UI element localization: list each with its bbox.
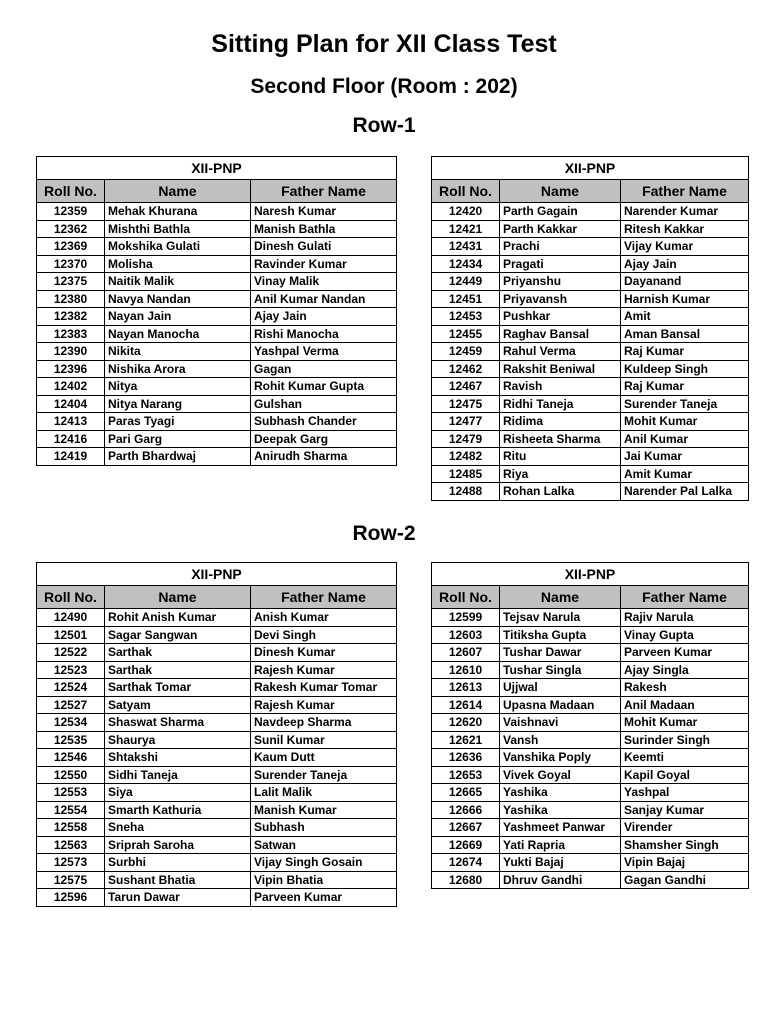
father-name-cell: Sanjay Kumar — [621, 801, 749, 819]
table-row — [432, 749, 749, 767]
father-name-cell: Aman Bansal — [621, 325, 749, 343]
roll-no-cell: 12680 — [432, 871, 500, 889]
table-row — [37, 220, 397, 238]
father-name-cell: Parveen Kumar — [251, 889, 397, 907]
roll-no-cell: 12501 — [37, 626, 105, 644]
roll-no-cell: 12382 — [37, 308, 105, 326]
roll-no-cell: 12614 — [432, 696, 500, 714]
student-name-cell: Rohit Anish Kumar — [105, 609, 251, 627]
table-row — [432, 290, 749, 308]
student-name-cell: Nikita — [105, 343, 251, 361]
student-name-cell: Priyavansh — [500, 290, 621, 308]
table-row — [37, 308, 397, 326]
roll-no-header: Roll No. — [432, 586, 500, 609]
page-subtitle: Second Floor (Room : 202) — [250, 75, 518, 98]
father-name-cell: Vipin Bajaj — [621, 854, 749, 872]
student-name-cell: Parth Bhardwaj — [105, 448, 251, 466]
father-name-cell: Keemti — [621, 749, 749, 767]
table-row — [432, 819, 749, 837]
student-name-cell: Paras Tyagi — [105, 413, 251, 431]
father-name-cell: Amit — [621, 308, 749, 326]
father-name-cell: Navdeep Sharma — [251, 714, 397, 732]
father-name-cell: Dinesh Gulati — [251, 238, 397, 256]
section-heading-row-2: Row-2 — [352, 522, 416, 545]
father-name-header: Father Name — [251, 180, 397, 203]
roll-no-cell: 12636 — [432, 749, 500, 767]
roll-no-cell: 12558 — [37, 819, 105, 837]
father-name-cell: Rohit Kumar Gupta — [251, 378, 397, 396]
father-name-cell: Anish Kumar — [251, 609, 397, 627]
table-row — [37, 325, 397, 343]
student-name-cell: Mehak Khurana — [105, 203, 251, 221]
table-row — [37, 766, 397, 784]
roll-no-cell: 12375 — [37, 273, 105, 291]
column-header-row — [432, 586, 749, 609]
table-row — [37, 854, 397, 872]
table-row — [432, 343, 749, 361]
student-name-cell: Yashmeet Panwar — [500, 819, 621, 837]
father-name-cell: Deepak Garg — [251, 430, 397, 448]
father-name-cell: Vijay Kumar — [621, 238, 749, 256]
father-name-cell: Manish Bathla — [251, 220, 397, 238]
student-name-cell: Tarun Dawar — [105, 889, 251, 907]
roll-no-cell: 12607 — [432, 644, 500, 662]
roll-no-cell: 12475 — [432, 395, 500, 413]
table-row — [37, 679, 397, 697]
roll-no-cell: 12610 — [432, 661, 500, 679]
roll-no-cell: 12603 — [432, 626, 500, 644]
father-name-cell: Mohit Kumar — [621, 413, 749, 431]
student-name-cell: Pushkar — [500, 308, 621, 326]
roll-no-cell: 12563 — [37, 836, 105, 854]
roll-no-cell: 12431 — [432, 238, 500, 256]
table-row — [37, 290, 397, 308]
table-row — [37, 448, 397, 466]
table-row — [432, 308, 749, 326]
student-name-cell: Rahul Verma — [500, 343, 621, 361]
student-name-cell: Nayan Jain — [105, 308, 251, 326]
roll-no-cell: 12362 — [37, 220, 105, 238]
student-name-cell: Riya — [500, 465, 621, 483]
table-row — [432, 871, 749, 889]
table-row — [432, 784, 749, 802]
father-name-cell: Kuldeep Singh — [621, 360, 749, 378]
father-name-cell: Vinay Gupta — [621, 626, 749, 644]
table-row — [432, 413, 749, 431]
student-name-cell: Mokshika Gulati — [105, 238, 251, 256]
table-row — [37, 430, 397, 448]
roll-no-cell: 12396 — [37, 360, 105, 378]
father-name-cell: Raj Kumar — [621, 343, 749, 361]
table-row — [432, 220, 749, 238]
father-name-cell: Vinay Malik — [251, 273, 397, 291]
father-name-cell: Ritesh Kakkar — [621, 220, 749, 238]
father-name-header: Father Name — [251, 586, 397, 609]
student-name-cell: Vansh — [500, 731, 621, 749]
table-row — [432, 395, 749, 413]
roll-no-cell: 12596 — [37, 889, 105, 907]
roll-no-cell: 12669 — [432, 836, 500, 854]
father-name-cell: Parveen Kumar — [621, 644, 749, 662]
student-name-cell: Tushar Singla — [500, 661, 621, 679]
father-name-cell: Rajesh Kumar — [251, 661, 397, 679]
roll-no-cell: 12666 — [432, 801, 500, 819]
table-row — [37, 609, 397, 627]
father-name-cell: Gulshan — [251, 395, 397, 413]
student-name-cell: Siya — [105, 784, 251, 802]
student-name-cell: Rakshit Beniwal — [500, 360, 621, 378]
father-name-cell: Kaum Dutt — [251, 749, 397, 767]
table-row — [432, 644, 749, 662]
father-name-cell: Kapil Goyal — [621, 766, 749, 784]
roll-no-cell: 12402 — [37, 378, 105, 396]
roll-no-cell: 12535 — [37, 731, 105, 749]
student-name-cell: Sidhi Taneja — [105, 766, 251, 784]
roll-no-cell: 12383 — [37, 325, 105, 343]
student-name-cell: Parth Gagain — [500, 203, 621, 221]
student-name-cell: Ujjwal — [500, 679, 621, 697]
roll-no-cell: 12420 — [432, 203, 500, 221]
roll-no-cell: 12369 — [37, 238, 105, 256]
table-row — [432, 238, 749, 256]
roll-no-cell: 12490 — [37, 609, 105, 627]
table-row — [37, 889, 397, 907]
father-name-header: Father Name — [621, 180, 749, 203]
father-name-cell: Ajay Jain — [251, 308, 397, 326]
father-name-cell: Rishi Manocha — [251, 325, 397, 343]
father-name-cell: Shamsher Singh — [621, 836, 749, 854]
table-row — [432, 731, 749, 749]
student-name-cell: Surbhi — [105, 854, 251, 872]
father-name-cell: Rajesh Kumar — [251, 696, 397, 714]
table-row — [37, 255, 397, 273]
student-name-cell: Shaswat Sharma — [105, 714, 251, 732]
student-name-cell: Yashika — [500, 784, 621, 802]
class-group-label: XII-PNP — [432, 157, 749, 180]
roll-no-cell: 12380 — [37, 290, 105, 308]
table-row — [432, 430, 749, 448]
student-name-cell: Sarthak Tomar — [105, 679, 251, 697]
roll-no-cell: 12522 — [37, 644, 105, 662]
roll-no-cell: 12550 — [37, 766, 105, 784]
father-name-cell: Surender Taneja — [621, 395, 749, 413]
roll-no-cell: 12404 — [37, 395, 105, 413]
student-name-cell: Tushar Dawar — [500, 644, 621, 662]
father-name-cell: Anil Kumar Nandan — [251, 290, 397, 308]
roll-no-cell: 12477 — [432, 413, 500, 431]
roll-no-cell: 12485 — [432, 465, 500, 483]
table-row — [432, 714, 749, 732]
father-name-cell: Subhash Chander — [251, 413, 397, 431]
student-name-cell: Nitya Narang — [105, 395, 251, 413]
table-row — [37, 661, 397, 679]
table-row — [37, 378, 397, 396]
table-row — [432, 255, 749, 273]
father-name-cell: Amit Kumar — [621, 465, 749, 483]
column-header-row — [432, 180, 749, 203]
father-name-cell: Harnish Kumar — [621, 290, 749, 308]
roll-no-cell: 12599 — [432, 609, 500, 627]
father-name-cell: Subhash — [251, 819, 397, 837]
student-name-cell: Yashika — [500, 801, 621, 819]
student-name-cell: Sarthak — [105, 644, 251, 662]
table-row — [432, 836, 749, 854]
father-name-cell: Gagan Gandhi — [621, 871, 749, 889]
roll-no-cell: 12534 — [37, 714, 105, 732]
roll-no-cell: 12665 — [432, 784, 500, 802]
student-name-cell: Nayan Manocha — [105, 325, 251, 343]
father-name-cell: Surender Taneja — [251, 766, 397, 784]
roll-no-header: Roll No. — [37, 586, 105, 609]
name-header: Name — [500, 586, 621, 609]
table-row — [37, 644, 397, 662]
father-name-cell: Anirudh Sharma — [251, 448, 397, 466]
father-name-cell: Lalit Malik — [251, 784, 397, 802]
father-name-cell: Satwan — [251, 836, 397, 854]
student-name-cell: Yukti Bajaj — [500, 854, 621, 872]
seating-table-row2-right — [431, 562, 749, 889]
roll-no-cell: 12421 — [432, 220, 500, 238]
section-heading-row-1: Row-1 — [352, 114, 416, 137]
student-name-cell: Sagar Sangwan — [105, 626, 251, 644]
father-name-cell: Yashpal Verma — [251, 343, 397, 361]
student-name-cell: Dhruv Gandhi — [500, 871, 621, 889]
student-name-cell: Rohan Lalka — [500, 483, 621, 501]
table-row — [37, 784, 397, 802]
class-group-label: XII-PNP — [432, 563, 749, 586]
student-name-cell: Sriprah Saroha — [105, 836, 251, 854]
father-name-cell: Manish Kumar — [251, 801, 397, 819]
class-group-label: XII-PNP — [37, 157, 397, 180]
roll-no-cell: 12413 — [37, 413, 105, 431]
table-row — [432, 609, 749, 627]
table-row — [37, 836, 397, 854]
father-name-cell: Devi Singh — [251, 626, 397, 644]
roll-no-cell: 12546 — [37, 749, 105, 767]
roll-no-header: Roll No. — [432, 180, 500, 203]
table-row — [37, 731, 397, 749]
student-name-cell: Smarth Kathuria — [105, 801, 251, 819]
student-name-cell: Nishika Arora — [105, 360, 251, 378]
roll-no-cell: 12370 — [37, 255, 105, 273]
roll-no-cell: 12390 — [37, 343, 105, 361]
roll-no-cell: 12455 — [432, 325, 500, 343]
table-row — [432, 483, 749, 501]
table-row — [432, 766, 749, 784]
father-name-cell: Raj Kumar — [621, 378, 749, 396]
table-row — [432, 378, 749, 396]
student-name-cell: Titiksha Gupta — [500, 626, 621, 644]
father-name-cell: Anil Kumar — [621, 430, 749, 448]
roll-no-cell: 12527 — [37, 696, 105, 714]
table-row — [37, 749, 397, 767]
roll-no-cell: 12524 — [37, 679, 105, 697]
father-name-cell: Ajay Singla — [621, 661, 749, 679]
column-header-row — [37, 586, 397, 609]
table-row — [37, 626, 397, 644]
student-name-cell: Priyanshu — [500, 273, 621, 291]
table-row — [432, 679, 749, 697]
roll-no-cell: 12523 — [37, 661, 105, 679]
roll-no-header: Roll No. — [37, 180, 105, 203]
roll-no-cell: 12554 — [37, 801, 105, 819]
table-row — [37, 413, 397, 431]
name-header: Name — [105, 180, 251, 203]
table-row — [432, 203, 749, 221]
table-row — [432, 626, 749, 644]
class-group-label: XII-PNP — [37, 563, 397, 586]
table-row — [37, 343, 397, 361]
student-name-cell: Molisha — [105, 255, 251, 273]
father-name-cell: Sunil Kumar — [251, 731, 397, 749]
table-row — [37, 273, 397, 291]
table-row — [432, 696, 749, 714]
father-name-cell: Vipin Bhatia — [251, 871, 397, 889]
table-row — [432, 448, 749, 466]
table-row — [432, 325, 749, 343]
father-name-cell: Virender — [621, 819, 749, 837]
father-name-header: Father Name — [621, 586, 749, 609]
table-row — [432, 801, 749, 819]
roll-no-cell: 12462 — [432, 360, 500, 378]
student-name-cell: Sushant Bhatia — [105, 871, 251, 889]
student-name-cell: Mishthi Bathla — [105, 220, 251, 238]
student-name-cell: Vanshika Poply — [500, 749, 621, 767]
father-name-cell: Rakesh — [621, 679, 749, 697]
father-name-cell: Jai Kumar — [621, 448, 749, 466]
student-name-cell: Upasna Madaan — [500, 696, 621, 714]
student-name-cell: Risheeta Sharma — [500, 430, 621, 448]
roll-no-cell: 12479 — [432, 430, 500, 448]
student-name-cell: Parth Kakkar — [500, 220, 621, 238]
student-name-cell: Shaurya — [105, 731, 251, 749]
father-name-cell: Ajay Jain — [621, 255, 749, 273]
father-name-cell: Anil Madaan — [621, 696, 749, 714]
table-row — [37, 696, 397, 714]
roll-no-cell: 12451 — [432, 290, 500, 308]
father-name-cell: Vijay Singh Gosain — [251, 854, 397, 872]
table-row — [37, 801, 397, 819]
roll-no-cell: 12613 — [432, 679, 500, 697]
student-name-cell: Raghav Bansal — [500, 325, 621, 343]
student-name-cell: Tejsav Narula — [500, 609, 621, 627]
student-name-cell: Shtakshi — [105, 749, 251, 767]
table-row — [432, 360, 749, 378]
roll-no-cell: 12449 — [432, 273, 500, 291]
table-row — [37, 871, 397, 889]
roll-no-cell: 12553 — [37, 784, 105, 802]
student-name-cell: Satyam — [105, 696, 251, 714]
student-name-cell: Navya Nandan — [105, 290, 251, 308]
student-name-cell: Sneha — [105, 819, 251, 837]
name-header: Name — [105, 586, 251, 609]
table-row — [432, 465, 749, 483]
student-name-cell: Vaishnavi — [500, 714, 621, 732]
column-header-row — [37, 180, 397, 203]
name-header: Name — [500, 180, 621, 203]
father-name-cell: Dayanand — [621, 273, 749, 291]
roll-no-cell: 12621 — [432, 731, 500, 749]
father-name-cell: Naresh Kumar — [251, 203, 397, 221]
roll-no-cell: 12359 — [37, 203, 105, 221]
student-name-cell: Ridima — [500, 413, 621, 431]
roll-no-cell: 12488 — [432, 483, 500, 501]
father-name-cell: Rajiv Narula — [621, 609, 749, 627]
father-name-cell: Gagan — [251, 360, 397, 378]
roll-no-cell: 12467 — [432, 378, 500, 396]
student-name-cell: Ritu — [500, 448, 621, 466]
student-name-cell: Sarthak — [105, 661, 251, 679]
roll-no-cell: 12667 — [432, 819, 500, 837]
table-row — [432, 854, 749, 872]
father-name-cell: Rakesh Kumar Tomar — [251, 679, 397, 697]
father-name-cell: Narender Kumar — [621, 203, 749, 221]
table-row — [37, 360, 397, 378]
student-name-cell: Ravish — [500, 378, 621, 396]
table-row — [432, 661, 749, 679]
father-name-cell: Yashpal — [621, 784, 749, 802]
seating-table-row1-left — [36, 156, 397, 466]
seating-table-row2-left — [36, 562, 397, 907]
roll-no-cell: 12575 — [37, 871, 105, 889]
father-name-cell: Ravinder Kumar — [251, 255, 397, 273]
student-name-cell: Vivek Goyal — [500, 766, 621, 784]
student-name-cell: Ridhi Taneja — [500, 395, 621, 413]
seating-table-row1-right — [431, 156, 749, 501]
page-title: Sitting Plan for XII Class Test — [211, 30, 557, 58]
roll-no-cell: 12419 — [37, 448, 105, 466]
roll-no-cell: 12482 — [432, 448, 500, 466]
roll-no-cell: 12434 — [432, 255, 500, 273]
student-name-cell: Pragati — [500, 255, 621, 273]
father-name-cell: Narender Pal Lalka — [621, 483, 749, 501]
student-name-cell: Nitya — [105, 378, 251, 396]
student-name-cell: Yati Rapria — [500, 836, 621, 854]
student-name-cell: Prachi — [500, 238, 621, 256]
table-row — [37, 203, 397, 221]
table-row — [37, 819, 397, 837]
student-name-cell: Naitik Malik — [105, 273, 251, 291]
student-name-cell: Pari Garg — [105, 430, 251, 448]
roll-no-cell: 12653 — [432, 766, 500, 784]
table-row — [432, 273, 749, 291]
roll-no-cell: 12459 — [432, 343, 500, 361]
father-name-cell: Surinder Singh — [621, 731, 749, 749]
roll-no-cell: 12416 — [37, 430, 105, 448]
roll-no-cell: 12453 — [432, 308, 500, 326]
table-row — [37, 238, 397, 256]
table-row — [37, 714, 397, 732]
roll-no-cell: 12573 — [37, 854, 105, 872]
roll-no-cell: 12674 — [432, 854, 500, 872]
table-row — [37, 395, 397, 413]
father-name-cell: Dinesh Kumar — [251, 644, 397, 662]
father-name-cell: Mohit Kumar — [621, 714, 749, 732]
roll-no-cell: 12620 — [432, 714, 500, 732]
